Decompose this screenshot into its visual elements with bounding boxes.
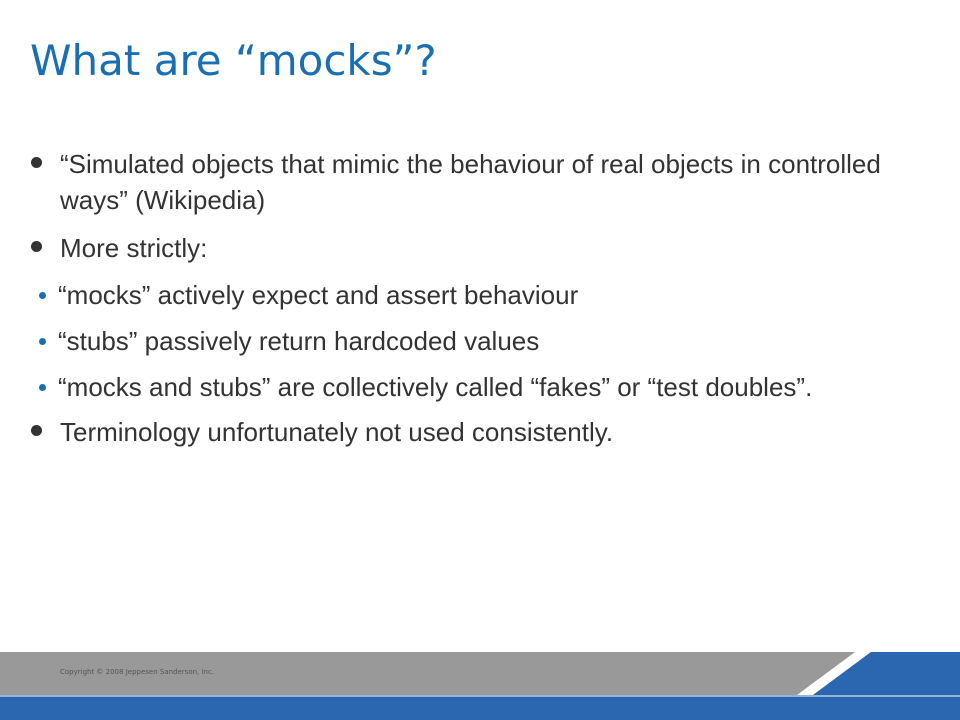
sub-bullet-item	[38, 278, 936, 312]
bullet-marker	[31, 425, 42, 436]
bullet-item	[26, 230, 936, 404]
bullet-text: Terminology unfortunately not used consistently.	[60, 417, 614, 447]
sub-bullet-text: “stubs” passively return hardcoded values	[58, 326, 540, 356]
footer-decoration	[0, 652, 960, 720]
sub-bullet-list	[38, 278, 936, 404]
sub-bullet-text: “mocks” actively expect and assert behaviour	[58, 280, 579, 310]
bullet-text: More strictly:	[60, 233, 208, 263]
bullet-marker	[31, 157, 42, 168]
sub-bullet-item	[38, 370, 936, 404]
bullet-text: “Simulated objects that mimic the behaviour of real objects in controlled ways” (Wikipedia)	[60, 149, 881, 215]
sub-bullet-marker	[39, 384, 46, 391]
bullet-item	[26, 414, 936, 450]
copyright-text: Copyright © 2008 Jeppesen Sanderson, Inc.	[60, 668, 215, 676]
slide-content	[26, 146, 936, 462]
sub-bullet-item	[38, 324, 936, 358]
bullet-list	[26, 146, 936, 450]
sub-bullet-text: “mocks and stubs” are collectively called “fakes” or “test doubles”.	[58, 372, 813, 402]
sub-bullet-marker	[39, 292, 46, 299]
sub-bullet-marker	[39, 338, 46, 345]
slide-title: What are “mocks”?	[30, 36, 437, 85]
bullet-item	[26, 146, 936, 218]
bullet-marker	[31, 241, 42, 252]
footer-highlight	[0, 695, 960, 697]
